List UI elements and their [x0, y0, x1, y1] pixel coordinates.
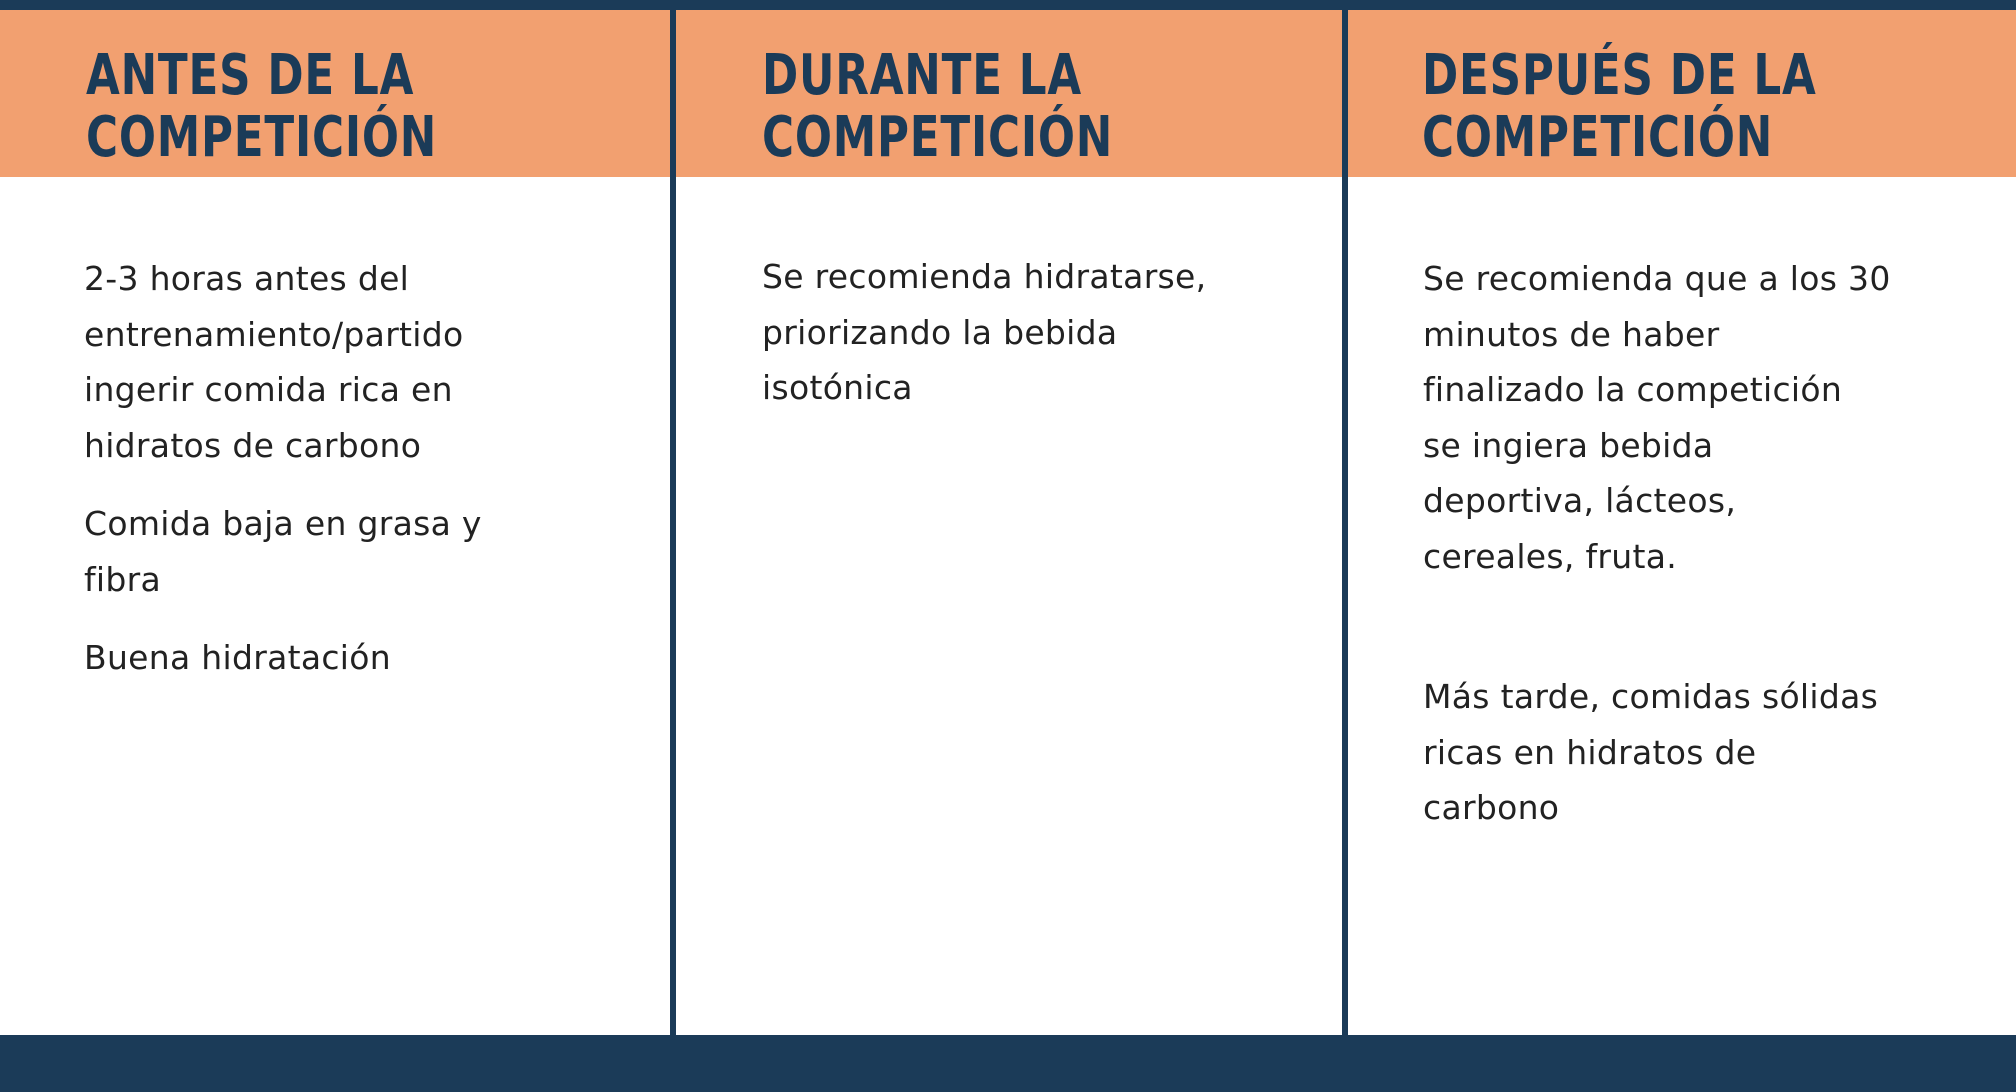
- text-line: Comida baja en grasa y: [84, 504, 482, 543]
- paragraph-30-minutes: [1423, 251, 1963, 584]
- top-border: [0, 0, 2016, 10]
- column-divider-left: [670, 0, 676, 1035]
- text-line: Más tarde, comidas sólidas: [1423, 677, 1879, 716]
- header-before-competition: [0, 10, 670, 177]
- text-line: ingerir comida rica en: [84, 370, 453, 409]
- before-competition-text: [84, 251, 584, 709]
- during-competition-text: [762, 249, 1302, 439]
- text-line: entrenamiento/partido: [84, 314, 464, 354]
- text-line: Se recomienda hidratarse,: [762, 257, 1207, 296]
- text-line: ricas en hidratos de: [1423, 732, 1757, 772]
- text-line: Buena hidratación: [84, 638, 391, 677]
- title-line-2: COMPETICIÓN: [1422, 105, 1774, 170]
- paragraph-isotonic: [762, 249, 1302, 416]
- paragraph-low-fat: [84, 496, 584, 607]
- title-before-competition: [86, 45, 437, 169]
- text-line: priorizando la bebida: [762, 312, 1118, 352]
- text-line: Se recomienda que a los 30: [1423, 259, 1891, 298]
- text-line: fibra: [84, 559, 162, 599]
- title-line-1: DURANTE LA: [762, 43, 1083, 108]
- paragraph-hydration: [84, 630, 584, 686]
- title-line-2: COMPETICIÓN: [762, 105, 1114, 170]
- title-line-2: COMPETICIÓN: [86, 105, 438, 170]
- text-line: cereales, fruta.: [1423, 536, 1678, 576]
- text-line: hidratos de carbono: [84, 425, 422, 465]
- text-line: finalizado la competición: [1423, 370, 1843, 409]
- bottom-band: [0, 1035, 2016, 1092]
- column-divider-right: [1342, 0, 1348, 1035]
- text-line: se ingiera bebida: [1423, 425, 1714, 465]
- after-competition-text: [1423, 251, 1963, 859]
- title-line-1: DESPUÉS DE LA: [1422, 43, 1817, 108]
- text-line: isotónica: [762, 368, 913, 407]
- text-line: minutos de haber: [1423, 314, 1720, 354]
- paragraph-solid-meals: [1423, 669, 1963, 836]
- title-during-competition: [762, 45, 1113, 169]
- header-after-competition: [1348, 10, 2016, 177]
- text-line: 2-3 horas antes del: [84, 259, 410, 298]
- text-line: deportiva, lácteos,: [1423, 481, 1737, 520]
- paragraph-carb-meal: [84, 251, 584, 473]
- title-after-competition: [1422, 45, 1817, 169]
- text-line: carbono: [1423, 788, 1560, 827]
- title-line-1: ANTES DE LA: [86, 43, 415, 108]
- header-during-competition: [676, 10, 1342, 177]
